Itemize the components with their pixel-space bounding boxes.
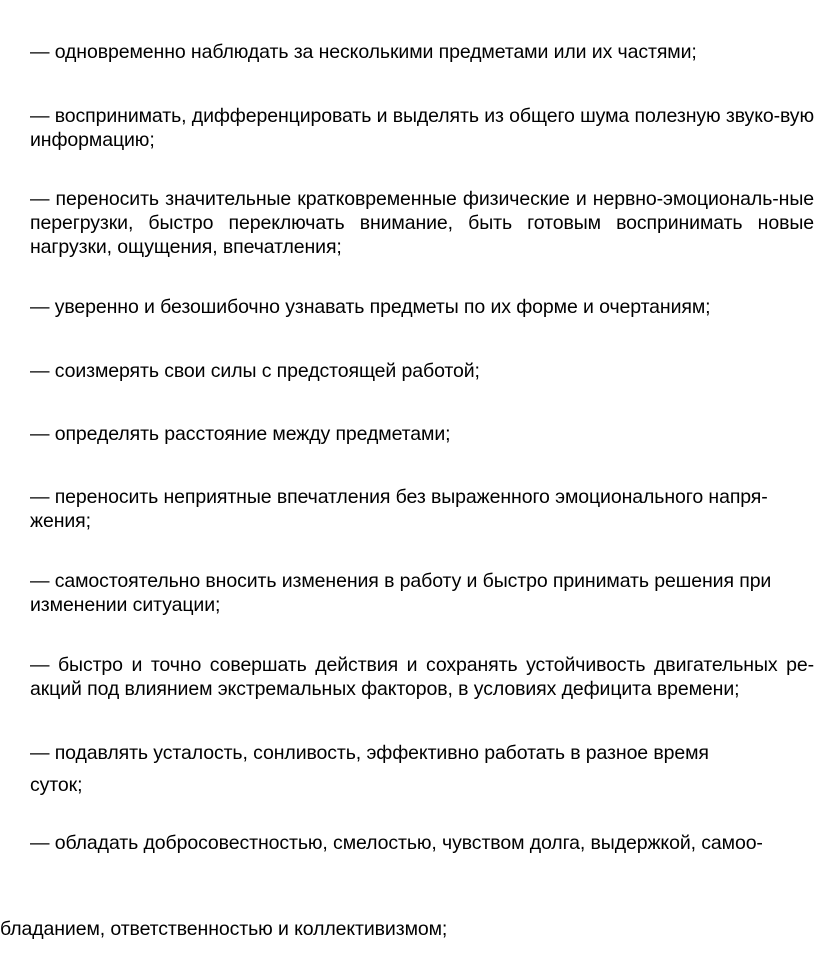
list-item: — одновременно наблюдать за несколькими предметами или их частями; [30,41,697,63]
list-item: — переносить значительные кратковременные физические и нервно-эмоциональ-ные перегрузки, быстро переключать внимание, быть готовым воспринимать новые нагрузки, ощущения, впечатления; [30,188,814,258]
list-item: — воспринимать, дифференцировать и выделять из общего шума полезную звуко-вую информацию; [30,105,814,151]
list-item: — быстро и точно совершать действия и сохранять устойчивость двигательных ре-акций под влиянием экстремальных факторов, в условиях дефицита времени; [30,654,814,700]
list-item: — переносить неприятные впечатления без выраженного эмоционального напря-жения; [30,486,768,532]
list-item: — обладать добросовестностью, смелостью, чувством долга, выдержкой, самоо- [30,832,763,854]
list-item: — самостоятельно вносить изменения в работу и быстро принимать решения при изменении ситуации; [30,570,772,616]
list-item: — соизмерять свои силы с предстоящей работой; [30,360,480,382]
list-item: — определять расстояние между предметами; [30,423,451,445]
list-item: — уверенно и безошибочно узнавать предметы по их форме и очертаниям; [30,296,711,318]
list-item: — подавлять усталость, сонливость, эффективно работать в разное время суток; [30,742,709,796]
list-item-continuation: бладанием, ответственностью и коллективизмом; [0,918,448,940]
